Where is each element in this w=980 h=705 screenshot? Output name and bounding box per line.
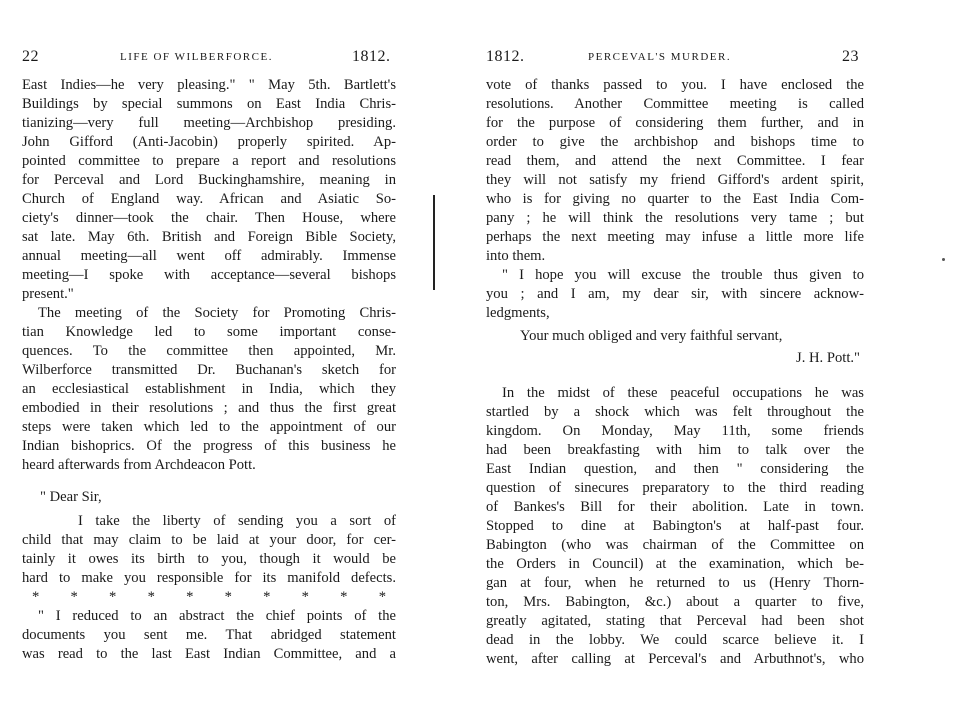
text-line: pany ; he will think the resolutions very tame ; but bbox=[486, 210, 864, 226]
text-line: you ; and I am, my dear sir, with sincere acknow- bbox=[486, 286, 864, 302]
right-running-title: PERCEVAL'S MURDER. bbox=[588, 51, 732, 63]
text-line: was read to the last East Indian Committee, and a bbox=[22, 646, 396, 662]
text-line: Church of England way. African and Asiatic So- bbox=[22, 191, 396, 207]
text-line: for the purpose of considering them further, and in bbox=[486, 115, 864, 131]
text-line: read them, and attend the next Committee. I fear bbox=[486, 153, 864, 169]
text-line: present." bbox=[22, 286, 74, 302]
text-line: annual meeting—all went off admirably. Immense bbox=[22, 248, 396, 264]
left-body-text bbox=[22, 76, 396, 475]
scan-speck bbox=[942, 258, 945, 261]
text-line: dead in the lobby. We could scarce believe it. I bbox=[486, 632, 864, 648]
text-line: John Gifford (Anti-Jacobin) properly spirited. Ap- bbox=[22, 134, 396, 150]
text-line: In the midst of these peaceful occupations he was bbox=[502, 385, 864, 401]
left-letter-text bbox=[22, 488, 396, 664]
text-line: who is for giving no quarter to the East India Com- bbox=[486, 191, 864, 207]
text-line: sat late. May 6th. British and Foreign Bible Society, bbox=[22, 229, 396, 245]
text-line: went, after calling at Perceval's and Arbuthnot's, who bbox=[486, 651, 864, 667]
text-line: they will not satisfy my friend Gifford's ardent spirit, bbox=[486, 172, 864, 188]
ellipsis-stars: * * * * * * * * * * bbox=[32, 589, 386, 605]
text-line: tainly it owes its birth to you, though it would be bbox=[22, 551, 396, 567]
text-line: order to give the archbishop and bishops time to bbox=[486, 134, 864, 150]
text-line: startled by a shock which was felt throughout the bbox=[486, 404, 864, 420]
text-line: Stopped to dine at Babington's at half-past four. bbox=[486, 518, 864, 534]
text-line: perhaps the next meeting may infuse a little more life bbox=[486, 229, 864, 245]
text-line: Wilberforce transmitted Dr. Buchanan's sketch for bbox=[22, 362, 396, 378]
gutter-line bbox=[433, 195, 435, 290]
left-page bbox=[0, 0, 440, 705]
text-line: had been breakfasting with him to talk over the bbox=[486, 442, 864, 458]
text-line: of Bankes's Bill for their abolition. Late in town. bbox=[486, 499, 864, 515]
text-line: resolutions. Another Committee meeting is called bbox=[486, 96, 864, 112]
left-year: 1812. bbox=[352, 48, 391, 65]
text-line: Buildings by special summons on East India Chris- bbox=[22, 96, 396, 112]
right-page bbox=[470, 0, 980, 705]
text-line: the Orders in Council) at the examination, which be- bbox=[486, 556, 864, 572]
text-line: documents you sent me. That abridged statement bbox=[22, 627, 396, 643]
text-line: kingdom. On Monday, May 11th, some friends bbox=[486, 423, 864, 439]
text-line: greatly agitated, stating that Perceval had been shot bbox=[486, 613, 864, 629]
right-year: 1812. bbox=[486, 48, 525, 65]
left-page-number: 22 bbox=[22, 48, 39, 65]
text-line: heard afterwards from Archdeacon Pott. bbox=[22, 457, 256, 473]
text-line: an ecclesiastical establishment in India, which they bbox=[22, 381, 396, 397]
right-body-text bbox=[486, 76, 864, 368]
text-line: quences. To the committee then appointed, Mr. bbox=[22, 343, 396, 359]
text-line: Indian bishoprics. Of the progress of this business he bbox=[22, 438, 396, 454]
text-line: I take the liberty of sending you a sort of bbox=[78, 513, 396, 529]
letter-closing: Your much obliged and very faithful servant, bbox=[520, 328, 783, 344]
text-line: steps were taken which led to the appointment of our bbox=[22, 419, 396, 435]
text-line: East Indian question, and then " considering the bbox=[486, 461, 864, 477]
text-line: for Perceval and Lord Buckinghamshire, meaning in bbox=[22, 172, 396, 188]
text-line: ton, Mrs. Babington, &c.) about a quarter to five, bbox=[486, 594, 864, 610]
text-line: Babington (who was chairman of the Committee on bbox=[486, 537, 864, 553]
text-line: embodied in their resolutions ; and thus the first great bbox=[22, 400, 396, 416]
letter-signature: J. H. Pott." bbox=[796, 350, 860, 366]
letter-salutation: " Dear Sir, bbox=[40, 489, 102, 505]
text-line: meeting—I spoke with acceptance—several bishops bbox=[22, 267, 396, 283]
text-line: " I reduced to an abstract the chief points of the bbox=[38, 608, 396, 624]
text-line: vote of thanks passed to you. I have enclosed the bbox=[486, 77, 864, 93]
text-line: gan at four, when he returned to us (Henry Thorn- bbox=[486, 575, 864, 591]
text-line: hard to make you responsible for its manifold defects. bbox=[22, 570, 396, 586]
left-running-title: LIFE OF WILBERFORCE. bbox=[120, 51, 273, 63]
text-line: The meeting of the Society for Promoting Chris- bbox=[38, 305, 396, 321]
text-line: " I hope you will excuse the trouble thus given to bbox=[502, 267, 864, 283]
text-line: pointed committee to prepare a report and resolutions bbox=[22, 153, 396, 169]
right-narrative-text bbox=[486, 384, 864, 669]
right-page-number: 23 bbox=[842, 48, 859, 65]
text-line: tianizing—very full meeting—Archbishop presiding. bbox=[22, 115, 396, 131]
text-line: child that may claim to be laid at your door, for cer- bbox=[22, 532, 396, 548]
text-line: ciety's dinner—took the chair. Then House, where bbox=[22, 210, 396, 226]
text-line: East Indies—he very pleasing." " May 5th. Bartlett's bbox=[22, 77, 396, 93]
text-line: ledgments, bbox=[486, 305, 550, 321]
text-line: tian Knowledge led to some important conse- bbox=[22, 324, 396, 340]
text-line: into them. bbox=[486, 248, 546, 264]
text-line: question of sinecures preparatory to the third reading bbox=[486, 480, 864, 496]
